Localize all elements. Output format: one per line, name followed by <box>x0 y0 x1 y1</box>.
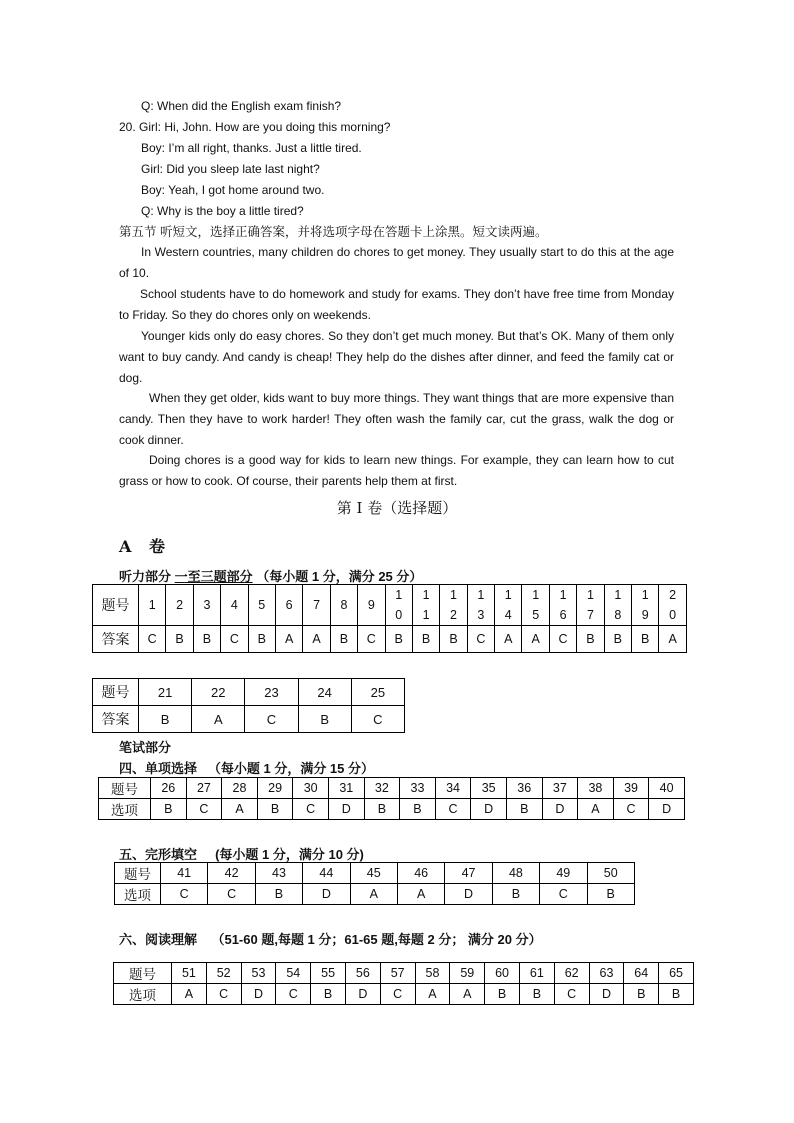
question-number: 48 <box>492 863 539 884</box>
answer-cell: C <box>186 799 222 820</box>
reading-heading <box>119 929 542 948</box>
question-number <box>495 585 522 626</box>
answer-cell: C <box>245 706 298 733</box>
section-5-instruction: 第五节 听短文，选择正确答案，并将选项字母在答题卡上涂黑。短文读两遍。 <box>119 225 548 239</box>
question-number-text: 1 7 <box>586 588 594 622</box>
passage-paragraph-3: Younger kids only do easy chores. So they don’t get much money. But that’s OK. Many of them only want to buy candy. And candy is cheap! They help do the dishes after dinner, and feed the family cat or dog. <box>119 329 674 385</box>
answer-cell: B <box>440 626 467 653</box>
question-number: 42 <box>208 863 255 884</box>
question-number: 59 <box>450 963 485 984</box>
answer-cell: B <box>624 984 659 1005</box>
question-number-text: 1 5 <box>532 588 540 622</box>
question-number: 4 <box>221 585 248 626</box>
row-label-number: 题号 <box>114 963 172 984</box>
answer-cell: D <box>303 884 350 905</box>
question-number <box>549 585 576 626</box>
transcript-q20-girl-line-1: 20. Girl: Hi, John. How are you doing this morning? <box>119 120 391 134</box>
question-number: 46 <box>397 863 444 884</box>
answer-cell: C <box>358 626 385 653</box>
question-number: 60 <box>485 963 520 984</box>
question-number: 43 <box>255 863 302 884</box>
question-number: 45 <box>350 863 397 884</box>
question-number: 41 <box>161 863 208 884</box>
answer-cell: B <box>248 626 275 653</box>
reading-answer-table <box>113 962 694 1005</box>
answer-cell: B <box>166 626 193 653</box>
answer-cell: A <box>172 984 207 1005</box>
question-number-text: 2 0 <box>669 588 677 622</box>
answer-cell: B <box>151 799 187 820</box>
listening-heading <box>119 566 422 585</box>
answer-cell: B <box>587 884 634 905</box>
question-number: 34 <box>435 778 471 799</box>
transcript-q20-girl-line-2: Girl: Did you sleep late last night? <box>141 162 320 176</box>
question-number: 62 <box>554 963 589 984</box>
question-number-text: 1 8 <box>614 588 622 622</box>
question-number <box>467 585 494 626</box>
answer-cell: B <box>139 706 192 733</box>
answer-cell: C <box>613 799 649 820</box>
listening-answer-table-1 <box>92 584 687 653</box>
row-label-answer: 答案 <box>93 706 139 733</box>
answer-cell: C <box>206 984 241 1005</box>
question-number <box>632 585 659 626</box>
table-row <box>93 626 687 653</box>
answer-cell: A <box>578 799 614 820</box>
question-number: 30 <box>293 778 329 799</box>
question-number: 21 <box>139 679 192 706</box>
answer-cell: C <box>549 626 576 653</box>
answer-cell: C <box>554 984 589 1005</box>
listening-heading-score: （每小题 1 分，满分 25 分） <box>256 569 423 584</box>
transcript-q20-question: Q: Why is the boy a little tired? <box>141 204 304 218</box>
question-number: 5 <box>248 585 275 626</box>
question-number: 47 <box>445 863 492 884</box>
answer-cell: A <box>222 799 258 820</box>
answer-cell: C <box>161 884 208 905</box>
row-label-answer: 答案 <box>93 626 139 653</box>
question-number: 64 <box>624 963 659 984</box>
table-row <box>93 706 405 733</box>
question-number-text: 1 1 <box>422 588 430 622</box>
transcript-q19-question: Q: When did the English exam finish? <box>141 99 342 113</box>
question-number: 7 <box>303 585 330 626</box>
question-number: 31 <box>328 778 364 799</box>
answer-cell: D <box>241 984 276 1005</box>
answer-cell: C <box>467 626 494 653</box>
question-number <box>522 585 549 626</box>
table-row <box>115 884 635 905</box>
question-number-text: 1 4 <box>504 588 512 622</box>
transcript-q20-boy-line-2: Boy: Yeah, I got home around two. <box>141 183 325 197</box>
table-row <box>99 799 685 820</box>
answer-cell: B <box>385 626 412 653</box>
answer-cell: A <box>522 626 549 653</box>
passage-paragraph-1: In Western countries, many children do chores to get money. They usually start to do this at the age of 10. <box>119 245 674 280</box>
question-number <box>604 585 631 626</box>
question-number <box>440 585 467 626</box>
passage-paragraph-4: When they get older, kids want to buy more things. They want things that are more expensive than candy. Then they have to work harder! They often wash the family car, cut the grass, walk the dog or cook dinner. <box>119 391 674 447</box>
answer-cell: C <box>276 984 311 1005</box>
written-heading: 笔试部分 <box>119 740 172 755</box>
question-number <box>385 585 412 626</box>
answer-cell: B <box>632 626 659 653</box>
passage-paragraph-5: Doing chores is a good way for kids to learn new things. For example, they can learn how to cut grass or how to cook. Of course, their parents help them at first. <box>119 453 674 488</box>
answer-cell: B <box>298 706 351 733</box>
row-label-number: 题号 <box>99 778 151 799</box>
answer-cell: D <box>445 884 492 905</box>
answer-cell: A <box>397 884 444 905</box>
row-label-answer: 选项 <box>114 984 172 1005</box>
table-row <box>115 863 635 884</box>
question-number: 38 <box>578 778 614 799</box>
cloze-title: 五、完形填空 <box>119 847 198 862</box>
answer-cell: B <box>412 626 439 653</box>
answer-cell: B <box>577 626 604 653</box>
answer-cell: B <box>330 626 357 653</box>
question-number: 63 <box>589 963 624 984</box>
answer-cell: B <box>255 884 302 905</box>
single-choice-score: （每小题 1 分，满分 15 分） <box>207 761 374 776</box>
table-row <box>99 778 685 799</box>
question-number: 49 <box>540 863 587 884</box>
answer-cell: C <box>208 884 255 905</box>
answer-cell: B <box>659 984 694 1005</box>
cloze-heading <box>119 844 364 863</box>
table-row <box>114 984 694 1005</box>
answer-cell: A <box>350 884 397 905</box>
answer-cell: D <box>589 984 624 1005</box>
question-number: 25 <box>351 679 404 706</box>
answer-cell: A <box>275 626 302 653</box>
answer-cell: D <box>345 984 380 1005</box>
question-number: 1 <box>139 585 166 626</box>
question-number: 22 <box>192 679 245 706</box>
question-number: 36 <box>506 778 542 799</box>
answer-cell: B <box>193 626 220 653</box>
answer-cell: A <box>303 626 330 653</box>
answer-cell: C <box>380 984 415 1005</box>
question-number-text: 1 3 <box>477 588 485 622</box>
transcript-q20-boy-line-1: Boy: I’m all right, thanks. Just a little tired. <box>141 141 362 155</box>
answer-cell: B <box>485 984 520 1005</box>
question-number-text: 1 6 <box>559 588 567 622</box>
question-number-text: 1 9 <box>641 588 649 622</box>
row-label-number: 题号 <box>93 585 139 626</box>
question-number: 61 <box>519 963 554 984</box>
question-number: 53 <box>241 963 276 984</box>
question-number: 29 <box>257 778 293 799</box>
table-row <box>114 963 694 984</box>
single-choice-answer-table <box>98 777 685 820</box>
question-number: 33 <box>400 778 436 799</box>
row-label-answer: 选项 <box>99 799 151 820</box>
answer-cell: B <box>364 799 400 820</box>
answer-cell: B <box>311 984 346 1005</box>
table-row <box>93 679 405 706</box>
question-number: 9 <box>358 585 385 626</box>
answer-cell: A <box>415 984 450 1005</box>
question-number: 40 <box>649 778 685 799</box>
answer-cell: B <box>604 626 631 653</box>
question-number: 39 <box>613 778 649 799</box>
question-number: 44 <box>303 863 350 884</box>
question-number: 3 <box>193 585 220 626</box>
answer-cell: A <box>450 984 485 1005</box>
cloze-answer-table <box>114 862 635 905</box>
question-number-text: 1 2 <box>450 588 457 622</box>
single-choice-title: 四、单项选择 <box>119 761 198 776</box>
answer-cell: D <box>471 799 507 820</box>
section-a-title: A 卷 <box>119 537 171 556</box>
answer-cell: C <box>351 706 404 733</box>
answer-cell: D <box>649 799 685 820</box>
question-number: 58 <box>415 963 450 984</box>
question-number: 52 <box>206 963 241 984</box>
question-number: 54 <box>276 963 311 984</box>
answer-cell: B <box>492 884 539 905</box>
question-number: 23 <box>245 679 298 706</box>
listening-heading-range: 一至三题部分 <box>174 569 253 584</box>
question-number: 57 <box>380 963 415 984</box>
row-label-answer: 选项 <box>115 884 161 905</box>
cloze-score: (每小题 1 分，满分 10 分) <box>215 847 364 862</box>
answer-cell: B <box>506 799 542 820</box>
answer-cell: C <box>139 626 166 653</box>
question-number: 65 <box>659 963 694 984</box>
table-row <box>93 585 687 626</box>
single-choice-heading <box>119 758 374 777</box>
reading-score: （51-60 题,每题 1 分；61-65 题,每题 2 分； 满分 20 分） <box>211 932 542 947</box>
question-number <box>412 585 439 626</box>
row-label-number: 题号 <box>93 679 139 706</box>
question-number: 2 <box>166 585 193 626</box>
question-number: 26 <box>151 778 187 799</box>
answer-cell: A <box>192 706 245 733</box>
question-number: 28 <box>222 778 258 799</box>
answer-cell: C <box>293 799 329 820</box>
answer-cell: B <box>257 799 293 820</box>
question-number: 56 <box>345 963 380 984</box>
question-number: 37 <box>542 778 578 799</box>
question-number: 24 <box>298 679 351 706</box>
row-label-number: 题号 <box>115 863 161 884</box>
answer-cell: D <box>328 799 364 820</box>
passage-paragraph-2: School students have to do homework and study for exams. They don’t have free time from Monday to Friday. So they do chores only on weekends. <box>119 287 674 322</box>
question-number <box>577 585 604 626</box>
question-number: 6 <box>275 585 302 626</box>
answer-cell: C <box>540 884 587 905</box>
question-number-text: 1 0 <box>395 588 403 622</box>
question-number: 55 <box>311 963 346 984</box>
listening-heading-prefix: 听力部分 <box>119 569 175 584</box>
answer-cell: B <box>400 799 436 820</box>
answer-cell: A <box>495 626 522 653</box>
question-number: 27 <box>186 778 222 799</box>
reading-title: 六、阅读理解 <box>119 932 198 947</box>
question-number <box>659 585 686 626</box>
answer-cell: A <box>659 626 686 653</box>
question-number: 35 <box>471 778 507 799</box>
answer-cell: D <box>542 799 578 820</box>
volume-title: 第 I 卷（选择题） <box>336 499 458 517</box>
question-number: 50 <box>587 863 634 884</box>
question-number: 32 <box>364 778 400 799</box>
answer-cell: B <box>519 984 554 1005</box>
answer-cell: C <box>435 799 471 820</box>
question-number: 51 <box>172 963 207 984</box>
question-number: 8 <box>330 585 357 626</box>
answer-cell: C <box>221 626 248 653</box>
listening-answer-table-2 <box>92 678 405 733</box>
